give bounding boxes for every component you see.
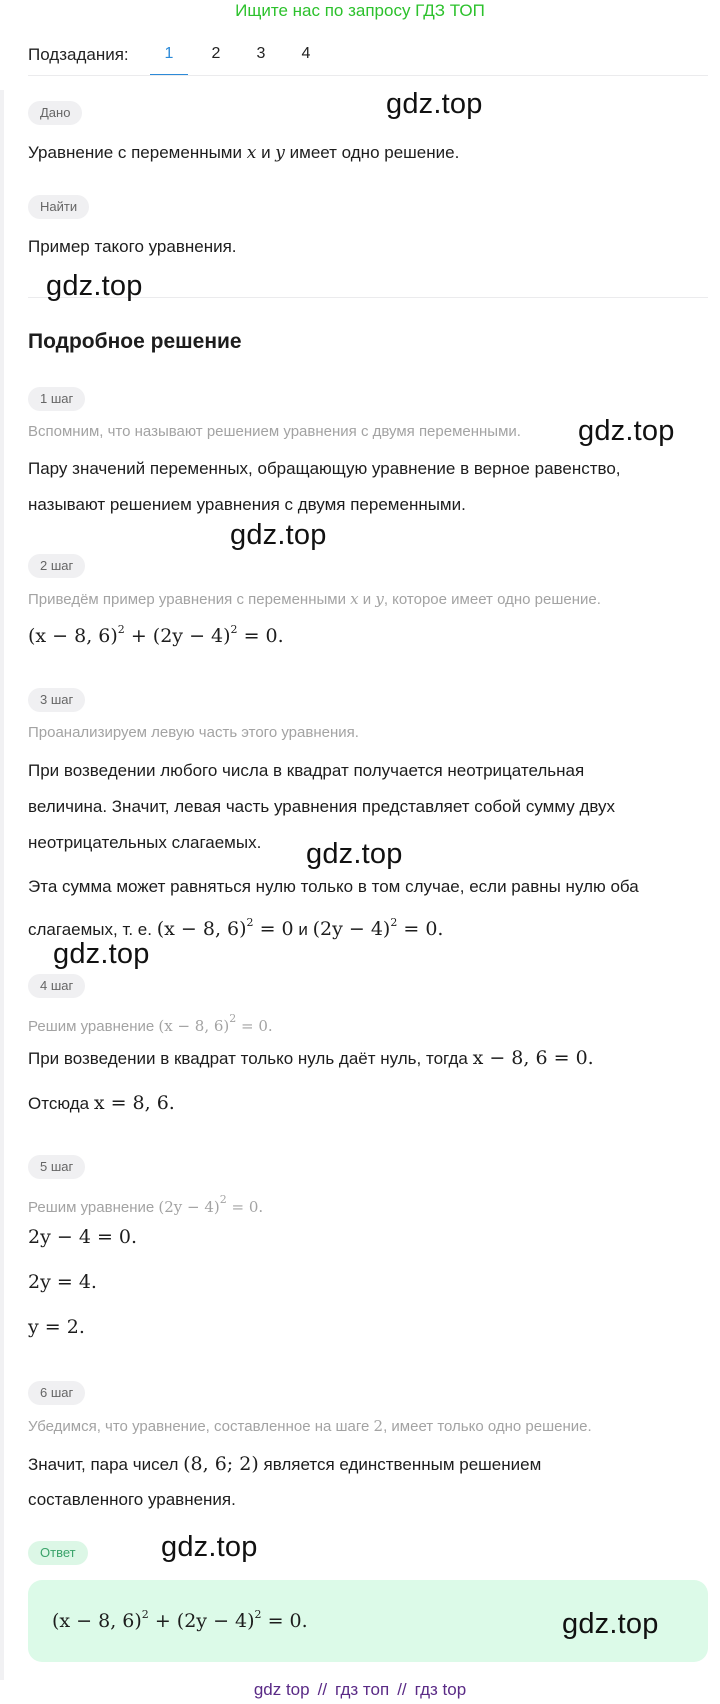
- solution-title: Подробное решение: [28, 330, 242, 353]
- step5-tag: 5 шаг: [28, 1155, 85, 1179]
- step1-line1: Пару значений переменных, обращающую уравнение в верное равенство,: [28, 459, 621, 478]
- tab-subtask-3[interactable]: 3: [256, 45, 266, 62]
- watermark: gdz.top: [46, 270, 143, 302]
- watermark: gdz.top: [53, 938, 150, 970]
- step1-tag: 1 шаг: [28, 387, 85, 411]
- step2-equation: (x − 8, $6)^2 + (2y - 4)^2 = 0$.: [28, 623, 284, 647]
- find-text: Пример такого уравнения.: [28, 237, 237, 256]
- answer-tag: Ответ: [28, 1541, 88, 1565]
- step3-p2-line2: слагаемых, т. е. (x − 8, 6)$^2$ = 0 и $(2y - 4)^2 = 0$.: [28, 916, 444, 940]
- given-tag: Дано: [28, 101, 82, 125]
- step6-hint: Убедимся, что уравнение, составленное на шаге 2, имеет только одно решение.: [28, 1417, 592, 1435]
- step5-eq1: 2y − 4 = 0.: [28, 1226, 138, 1248]
- step1-line2: называют решением уравнения с двумя переменными.: [28, 495, 466, 514]
- footer-links: [0, 1680, 720, 1700]
- watermark: gdz.top: [578, 415, 675, 447]
- step3-tag: 3 шаг: [28, 688, 85, 712]
- left-border: [0, 90, 4, 1680]
- step6-tag: 6 шаг: [28, 1381, 85, 1405]
- watermark: gdz.top: [386, 88, 483, 120]
- footer-separator: //: [397, 1680, 407, 1699]
- step3-p2-line1: Эта сумма может равняться нулю только в том случае, если равны нулю оба: [28, 877, 639, 896]
- subtasks-label: Подзадания:: [28, 45, 129, 64]
- tab-subtask-4[interactable]: 4: [301, 45, 311, 62]
- watermark: gdz.top: [306, 838, 403, 870]
- tab-subtask-1[interactable]: 1: [164, 45, 174, 62]
- step4-hint: Решим уравнение (x − 8, 6)$^2$ = 0.: [28, 1012, 273, 1035]
- watermark: gdz.top: [230, 519, 327, 551]
- find-tag: Найти: [28, 195, 89, 219]
- step4-tag: 4 шаг: [28, 974, 85, 998]
- search-banner: Ищите нас по запросу ГДЗ ТОП: [235, 1, 485, 20]
- step4-line1: При возведении в квадрат только нуль даёт нуль, тогда x − 8, 6 = 0.: [28, 1047, 594, 1069]
- footer-link-gdz-top[interactable]: gdz top: [253, 1680, 310, 1699]
- tabs-divider: [28, 75, 708, 76]
- step3-p1-line2: величина. Значит, левая часть уравнения представляет собой сумму двух: [28, 797, 616, 816]
- step3-p1-line3: неотрицательных слагаемых.: [28, 833, 262, 852]
- step6-line2: составленного уравнения.: [28, 1490, 236, 1509]
- step2-tag: 2 шаг: [28, 554, 85, 578]
- tab-subtask-2[interactable]: 2: [211, 45, 221, 62]
- footer-link-gdz-top-ru[interactable]: гдз топ: [335, 1680, 390, 1699]
- footer-link-gdz-top-mixed[interactable]: гдз top: [414, 1680, 467, 1699]
- step5-eq2: 2y = 4.: [28, 1271, 97, 1293]
- watermark: gdz.top: [161, 1531, 258, 1563]
- answer-equation: (x − 8, $6)^2 + (2y - 4)^2 = 0$.: [52, 1608, 308, 1632]
- step2-hint: Приведём пример уравнения с переменными x и y, которое имеет одно решение.: [28, 590, 601, 608]
- step6-line1: Значит, пара чисел (8, 6; 2) является единственным решением: [28, 1453, 542, 1475]
- step5-eq3: y = 2.: [28, 1316, 85, 1338]
- step5-hint: Решим уравнение $(2y - 4)^2 = 0$.: [28, 1193, 264, 1216]
- watermark: gdz.top: [562, 1608, 659, 1640]
- footer-separator: //: [317, 1680, 328, 1699]
- step3-p1-line1: При возведении любого числа в квадрат получается неотрицательная: [28, 761, 585, 780]
- step4-line2: Отсюда x = 8, 6.: [28, 1092, 175, 1114]
- step3-hint: Проанализируем левую часть этого уравнения.: [28, 724, 359, 741]
- given-text: Уравнение с переменными x и y имеет одно решение.: [28, 143, 460, 163]
- step1-hint: Вспомним, что называют решением уравнения с двумя переменными.: [28, 423, 521, 440]
